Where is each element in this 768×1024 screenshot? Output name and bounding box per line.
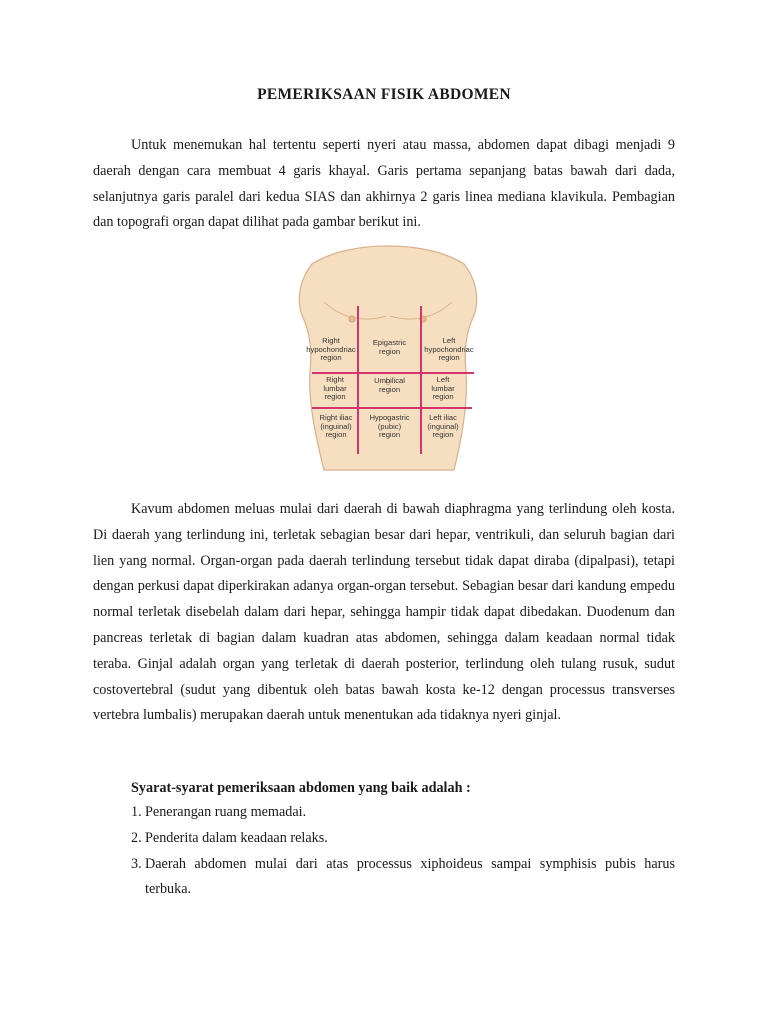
- list-item: [131, 800, 675, 826]
- requirements-heading: Syarat-syarat pemeriksaan abdomen yang baik adalah :: [131, 780, 471, 796]
- region-label-epigastric: Epigastric region: [372, 338, 407, 356]
- region-label-left-iliac: Left iliac (inguinal) region: [427, 413, 459, 440]
- list-item: [131, 852, 675, 904]
- intro-paragraph: Untuk menemukan hal tertentu seperti nyeri atau massa, abdomen dapat dibagi menjadi 9 daerah dengan cara membuat 4 garis khayal. Garis pertama sepanjang batas bawah dari dada, selanjutnya garis paralel dari kedua SIAS dan akhirnya 2 garis linea mediana klavikula. Pembagian dan topografi organ dapat dilihat pada gambar berikut ini.: [93, 137, 675, 231]
- list-item-text: Daerah abdomen mulai dari atas processus xiphoideus sampai symphisis pubis harus terbuka.: [145, 855, 675, 898]
- list-item-text: Penderita dalam keadaan relaks.: [145, 829, 328, 846]
- list-item-number: 3.: [131, 855, 142, 872]
- list-item-number: 1.: [131, 804, 142, 820]
- list-item-text: Penerangan ruang memadai.: [145, 804, 307, 820]
- list-item: [131, 826, 675, 852]
- region-label-umbilical: Umbilical region: [374, 376, 405, 394]
- document-title: PEMERIKSAAN FISIK ABDOMEN: [257, 86, 511, 103]
- abdomen-regions-figure: [294, 242, 482, 472]
- body-paragraph: Kavum abdomen meluas mulai dari daerah di bawah diaphragma yang terlindung oleh kosta. Di daerah yang terlindung ini, terletak sebagian besar dari hepar, ventrikuli, dan seluruh bagian dari lien yang normal. Organ-organ pada daerah terlindung tersebut tidak dapat diraba (dipalpasi), tetapi dengan perkusi dapat diperkirakan adanya organ-organ tersebut. Sebagian besar dari kandung empedu normal terletak disebelah dalam dari hepar, sehingga hampir tidak dapat dibedakan. Duodenum dan pancreas terletak di bagian dalam kuadran atas abdomen, sehingga dalam keadaan normal tidak teraba. Ginjal adalah organ yang terletak di daerah posterior, terlindung oleh tulang rusuk, sudut costovertebral (sudut yang dibentuk oleh batas bawah kosta ke-12 dengan processus transverses vertebra lumbalis) merupakan daerah untuk menentukan ada tidaknya nyeri ginjal.: [93, 501, 675, 724]
- region-label-hypogastric: Hypogastric (pubic) region: [369, 413, 410, 440]
- region-label-right-iliac: Right iliac (inguinal) region: [319, 413, 353, 440]
- region-label-right-lumbar: Right lumbar region: [323, 375, 347, 402]
- region-label-left-hypochondriac: Left hypochondriac region: [424, 336, 474, 363]
- region-label-left-lumbar: Left lumbar region: [431, 375, 455, 402]
- region-label-right-hypochondriac: Right hypochondriac region: [306, 336, 356, 363]
- requirements-list: [131, 800, 675, 903]
- left-nipple: [349, 316, 355, 322]
- list-item-number: 2.: [131, 829, 142, 846]
